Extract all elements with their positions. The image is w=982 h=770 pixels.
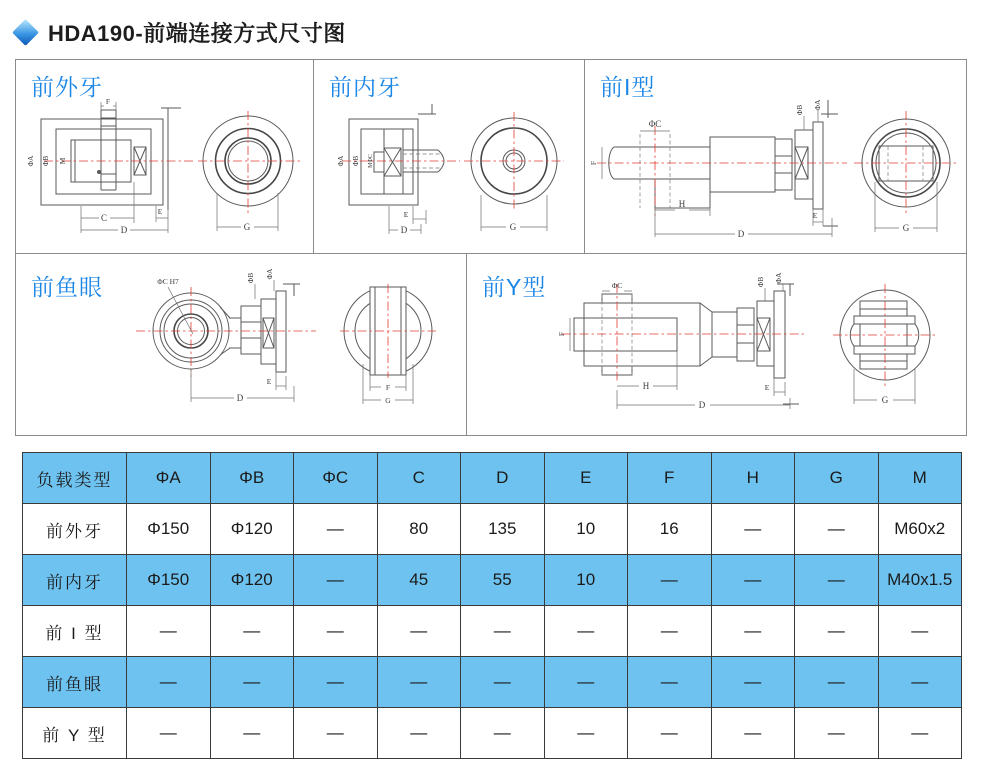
dim-label-m-phi-c: MΦC: [368, 154, 374, 168]
cell: —: [878, 657, 962, 708]
col-header-load-type: 负载类型: [23, 453, 127, 504]
dim-label-m: M: [58, 157, 67, 165]
cell: —: [711, 555, 795, 606]
panel-label: 前Y型: [482, 274, 547, 300]
cell: —: [127, 657, 211, 708]
col-header-c: C: [377, 453, 461, 504]
table-row-front-internal-thread: [23, 555, 962, 606]
dim-label-f: F: [557, 331, 566, 337]
cell: 45: [377, 555, 461, 606]
cell: —: [795, 708, 879, 759]
cell: 135: [461, 504, 545, 555]
end-view: [464, 112, 564, 232]
cell: Φ120: [210, 555, 294, 606]
cell: —: [461, 657, 545, 708]
dim-label-g: G: [881, 395, 889, 405]
side-view: [26, 97, 196, 235]
dimensions-table: [22, 452, 962, 759]
cell: —: [878, 606, 962, 657]
panel-front-y-type: [466, 254, 966, 435]
dim-label-g: G: [243, 222, 251, 232]
cell: —: [795, 606, 879, 657]
page-title: HDA190-前端连接方式尺寸图: [48, 21, 346, 46]
col-header-phi-a: ΦA: [127, 453, 211, 504]
cell: —: [628, 708, 712, 759]
cell: —: [294, 708, 378, 759]
cell: —: [544, 657, 628, 708]
dim-label-phi-a: ΦA: [813, 99, 822, 111]
dim-label-g: G: [385, 396, 391, 405]
dim-label-e: E: [403, 210, 409, 219]
table-row-front-external-thread: [23, 504, 962, 555]
cell: —: [544, 606, 628, 657]
side-view: [136, 268, 316, 403]
side-view: [336, 104, 460, 235]
dim-label-phi-a: ΦA: [265, 268, 274, 280]
col-header-h: H: [711, 453, 795, 504]
panel-front-external-thread: [16, 60, 313, 254]
table-row-front-i-type: [23, 606, 962, 657]
panel-front-fisheye: [16, 254, 466, 435]
blue-diamond-icon: [12, 19, 39, 46]
cell: M60x2: [878, 504, 962, 555]
dim-label-e: E: [157, 207, 163, 216]
cell: —: [544, 708, 628, 759]
cell: 10: [544, 555, 628, 606]
cell: —: [628, 606, 712, 657]
panel-label: 前鱼眼: [31, 274, 103, 300]
table-row-front-fisheye: [23, 657, 962, 708]
col-header-e: E: [544, 453, 628, 504]
cell: M40x1.5: [878, 555, 962, 606]
row-label: 前 Y 型: [23, 708, 127, 759]
dim-label-d: D: [120, 225, 128, 235]
cell: —: [795, 657, 879, 708]
drawings-grid: [15, 59, 967, 436]
row-label: 前 I 型: [23, 606, 127, 657]
dim-label-f: F: [385, 383, 391, 392]
dim-label-h: H: [678, 199, 686, 209]
dim-label-d: D: [737, 229, 745, 239]
dim-label-phi-a: ΦA: [336, 155, 345, 167]
cell: —: [377, 657, 461, 708]
cell: —: [711, 657, 795, 708]
col-header-g: G: [795, 453, 879, 504]
cell: —: [461, 606, 545, 657]
dim-label-phi-b: ΦB: [795, 104, 804, 116]
dim-label-phi-c: ΦC: [648, 119, 662, 129]
end-view: [854, 111, 958, 233]
table-header-row: [23, 453, 962, 504]
row-label: 前外牙: [23, 504, 127, 555]
row-label: 前鱼眼: [23, 657, 127, 708]
dim-label-g: G: [902, 223, 910, 233]
dim-label-phi-b: ΦB: [41, 155, 50, 167]
cell: 55: [461, 555, 545, 606]
cell: Φ150: [127, 504, 211, 555]
cell: —: [127, 708, 211, 759]
cell: —: [878, 708, 962, 759]
panel-front-i-type: [584, 60, 966, 254]
cell: —: [628, 657, 712, 708]
cell: —: [294, 555, 378, 606]
panel-label: 前外牙: [31, 74, 103, 100]
side-view: [557, 272, 807, 410]
panel-label: 前内牙: [329, 74, 401, 100]
dim-label-h: H: [642, 381, 650, 391]
side-view: [589, 99, 847, 239]
end-view: [340, 284, 436, 405]
cell: —: [628, 555, 712, 606]
col-header-d: D: [461, 453, 545, 504]
cell: —: [795, 504, 879, 555]
dim-label-e: E: [764, 383, 770, 392]
panel-label: 前I型: [600, 74, 656, 100]
dim-label-f: F: [105, 97, 111, 106]
dim-label-e: E: [266, 377, 272, 386]
cell: —: [294, 657, 378, 708]
col-header-f: F: [628, 453, 712, 504]
cell: 10: [544, 504, 628, 555]
dim-label-phi-b: ΦB: [246, 272, 255, 284]
dim-label-e: E: [812, 211, 818, 220]
cell: —: [210, 606, 294, 657]
cell: —: [795, 555, 879, 606]
col-header-phi-b: ΦB: [210, 453, 294, 504]
cell: —: [377, 606, 461, 657]
dim-label-phi-a: ΦA: [774, 272, 783, 284]
cell: —: [711, 708, 795, 759]
end-view: [833, 284, 937, 405]
cell: —: [127, 606, 211, 657]
row-label: 前内牙: [23, 555, 127, 606]
dim-label-phi-b: ΦB: [351, 155, 360, 167]
dim-label-phi-c-h7: ΦC H7: [157, 277, 179, 286]
dim-label-d: D: [400, 225, 408, 235]
cell: —: [461, 708, 545, 759]
panel-front-internal-thread: [313, 60, 584, 254]
cell: —: [711, 504, 795, 555]
dim-label-c: C: [100, 213, 108, 223]
page-header: [0, 0, 982, 59]
drawings-row-bottom: [16, 254, 966, 435]
table-row-front-y-type: [23, 708, 962, 759]
cell: —: [377, 708, 461, 759]
cell: 80: [377, 504, 461, 555]
drawings-row-top: [16, 60, 966, 254]
end-view: [198, 111, 300, 232]
cell: —: [711, 606, 795, 657]
cell: —: [294, 504, 378, 555]
cell: 16: [628, 504, 712, 555]
cell: Φ150: [127, 555, 211, 606]
cell: —: [210, 657, 294, 708]
cell: —: [210, 708, 294, 759]
dim-label-d: D: [698, 400, 706, 410]
cell: —: [294, 606, 378, 657]
dim-label-d: D: [236, 393, 244, 403]
dim-label-f: F: [589, 160, 598, 166]
dim-label-g: G: [509, 222, 517, 232]
dim-label-phi-a: ΦA: [26, 155, 35, 167]
dim-label-phi-c: ΦC: [611, 281, 623, 290]
col-header-phi-c: ΦC: [294, 453, 378, 504]
col-header-m: M: [878, 453, 962, 504]
dim-label-phi-b: ΦB: [756, 276, 765, 288]
cell: Φ120: [210, 504, 294, 555]
